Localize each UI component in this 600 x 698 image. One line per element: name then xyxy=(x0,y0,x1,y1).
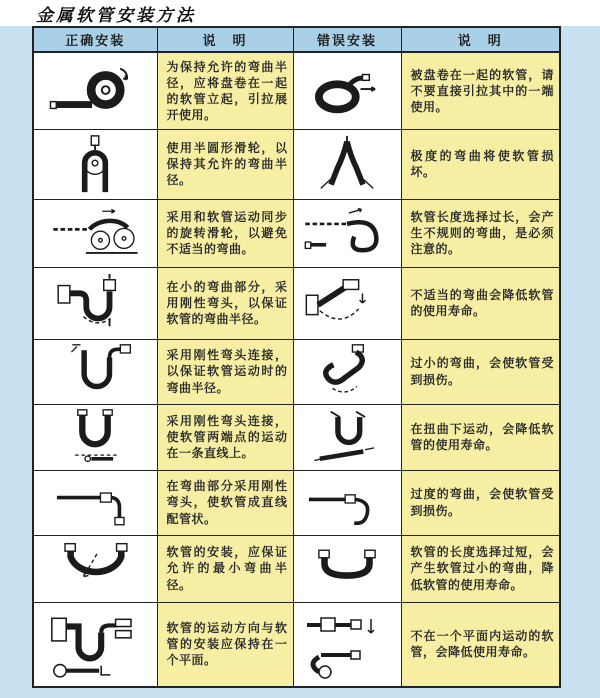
wrong-description: 软管长度选择过长，会产生不规则的弯曲，是必须注意的。 xyxy=(401,199,560,267)
wrong-illustration-cell xyxy=(293,267,401,339)
correct-illustration-cell xyxy=(33,535,157,602)
correct-illustration-cell xyxy=(33,52,157,129)
coiled-hose-pulled-end-icon xyxy=(297,60,397,122)
too-short-shallow-u-icon xyxy=(297,539,397,599)
correct-description: 采用刚性弯头连接，使软管两端点的运动在一条直线上。 xyxy=(157,404,293,470)
correct-description: 采用刚性弯头连接，以保证软管运动时的弯曲半径。 xyxy=(157,339,293,404)
page-title: 金属软管安装方法 xyxy=(36,5,196,26)
correct-description: 在小的弯曲部分，采用刚性弯头，以保证软管的弯曲半径。 xyxy=(157,267,293,339)
too-small-bend-hook-icon xyxy=(297,343,397,401)
wrong-description: 不在一个平面内运动的软管，会降低使用寿命。 xyxy=(401,602,560,687)
wrong-description: 过度的弯曲，会使软管受到损伤。 xyxy=(401,470,560,535)
correct-illustration-cell xyxy=(33,129,157,199)
correct-illustration-cell xyxy=(33,404,157,470)
header-row xyxy=(33,27,560,52)
correct-description: 软管的安装，应保证允许的最小弯曲半径。 xyxy=(157,535,293,602)
wrong-description: 过小的弯曲，会使软管受到损伤。 xyxy=(401,339,560,404)
table-row xyxy=(33,470,560,535)
correct-description: 使用半圆形滑轮，以保持其允许的弯曲半径。 xyxy=(157,129,293,199)
rigid-elbow-small-bend-icon xyxy=(43,272,147,334)
rotating-pulleys-icon xyxy=(43,204,147,262)
table-row xyxy=(33,267,560,339)
table-row xyxy=(33,199,560,267)
straight-run-rigid-elbow-icon xyxy=(43,474,147,532)
table-row xyxy=(33,129,560,199)
wrong-description: 不适当的弯曲会降低软管的使用寿命。 xyxy=(401,267,560,339)
wrong-description: 在扭曲下运动，会降低软管的使用寿命。 xyxy=(401,404,560,470)
correct-illustration-cell xyxy=(33,339,157,404)
correct-illustration-cell xyxy=(33,199,157,267)
irregular-loop-icon xyxy=(297,204,397,262)
wrong-description: 极度的弯曲将使软管损坏。 xyxy=(401,129,560,199)
header-wrong-description: 说 明 xyxy=(401,27,560,52)
correct-description: 采用和软管运动同步的旋转滑轮，以避免不适当的弯曲。 xyxy=(157,199,293,267)
out-of-plane-motion-icon xyxy=(297,608,397,680)
table-row xyxy=(33,535,560,602)
table-row xyxy=(33,52,560,129)
correct-illustration-cell xyxy=(33,602,157,687)
u-loop-straight-line-motion-icon xyxy=(43,408,147,466)
twisted-u-loop-icon xyxy=(297,408,397,466)
overbent-end-icon xyxy=(297,474,397,532)
wrong-illustration-cell xyxy=(293,404,401,470)
correct-description: 软管的运动方向与软管的安装应保持在一个平面。 xyxy=(157,602,293,687)
table-row xyxy=(33,339,560,404)
correct-description: 为保持允许的弯曲半径，应将盘卷在一起的软管立起，引拉展开使用。 xyxy=(157,52,293,129)
header-wrong-install: 错误安装 xyxy=(293,27,401,52)
u-loop-elbow-icon xyxy=(43,343,147,401)
correct-description: 在弯曲部分采用刚性弯头，使软管成直线配管状。 xyxy=(157,470,293,535)
wrong-description: 软管的长度选择过短，会产生软管过小的弯曲，降低软管的使用寿命。 xyxy=(401,535,560,602)
hose-over-pulley-icon xyxy=(43,134,147,194)
one-plane-motion-icon xyxy=(43,608,147,680)
wrong-illustration-cell xyxy=(293,199,401,267)
wrong-illustration-cell xyxy=(293,470,401,535)
coiled-hose-stood-up-icon xyxy=(43,60,147,122)
wrong-illustration-cell xyxy=(293,339,401,404)
table-row xyxy=(33,602,560,687)
wrong-illustration-cell xyxy=(293,535,401,602)
table-row xyxy=(33,404,560,470)
header-correct-install: 正确安装 xyxy=(33,27,157,52)
correct-illustration-cell xyxy=(33,470,157,535)
wrong-description: 被盘卷在一起的软管，请不要直接引拉其中的一端使用。 xyxy=(401,52,560,129)
header-correct-description: 说 明 xyxy=(157,27,293,52)
wide-u-min-radius-icon xyxy=(43,539,147,599)
wrong-illustration-cell xyxy=(293,52,401,129)
installation-methods-table xyxy=(32,26,561,688)
correct-illustration-cell xyxy=(33,267,157,339)
extreme-bend-icon xyxy=(297,134,397,194)
wrong-illustration-cell xyxy=(293,602,401,687)
improper-bend-icon xyxy=(297,272,397,334)
wrong-illustration-cell xyxy=(293,129,401,199)
title-band xyxy=(0,0,600,26)
